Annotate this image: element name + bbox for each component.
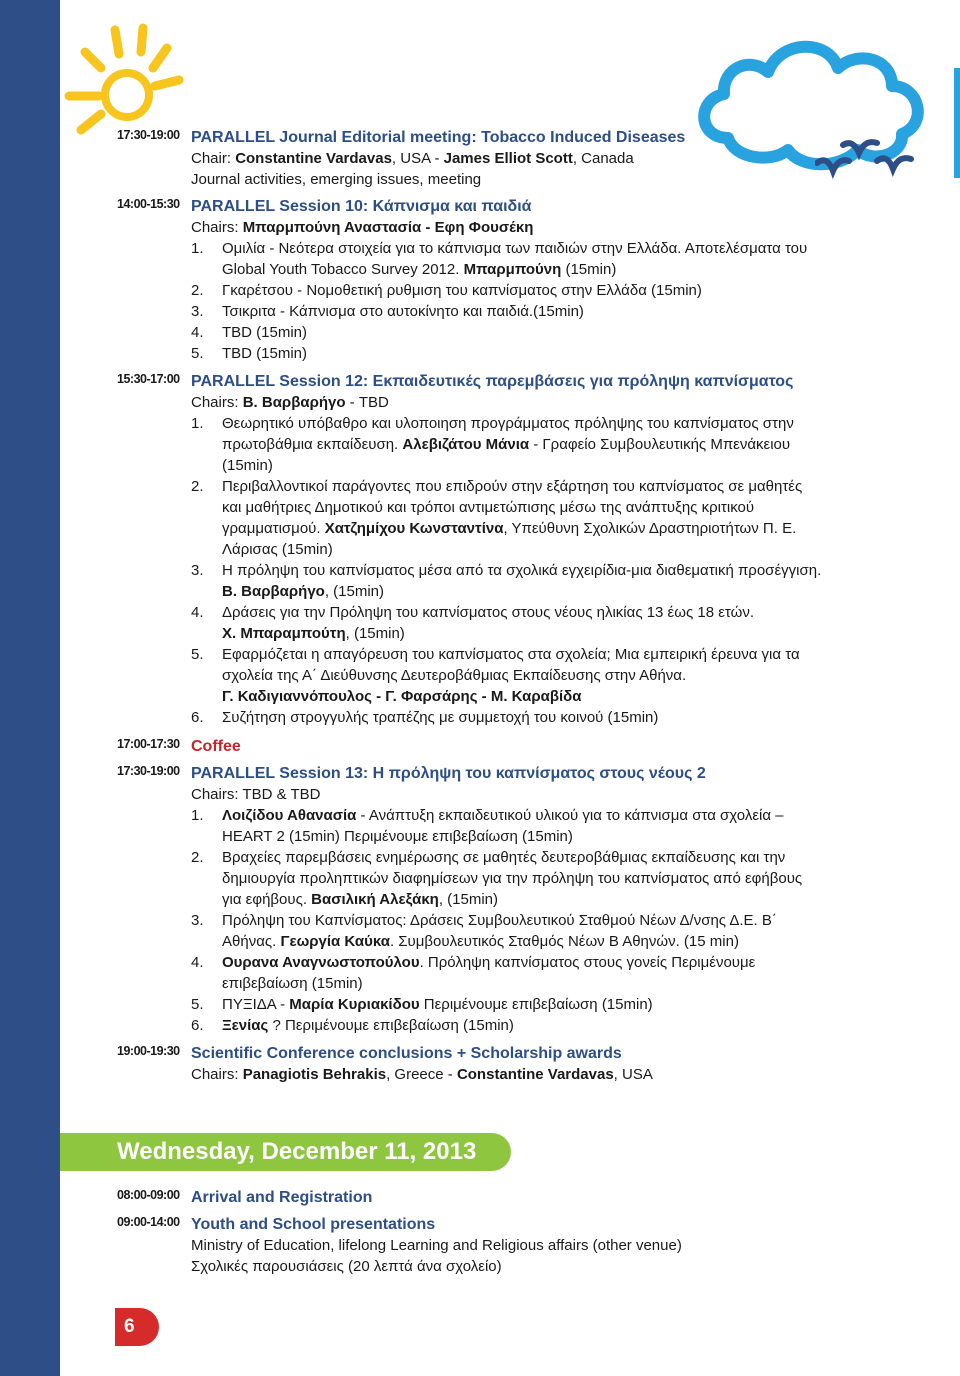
session-time: 17:30-19:00 xyxy=(117,128,180,142)
session-note: Σχολικές παρουσιάσεις (20 λεπτά άνα σχολείο) xyxy=(191,1258,502,1275)
session-chairs: Chairs: Β. Βαρβαρήγο - TBD xyxy=(191,394,389,411)
list-item: 4. Δράσεις για την Πρόληψη του καπνίσματος στους νέους ηλικίας 13 έως 18 ετών. Χ. Μπαραμπούτη, (15min) xyxy=(191,604,754,642)
list-item: 4. TBD (15min) xyxy=(191,324,308,341)
session-note: Ministry of Education, lifelong Learning and Religious affairs (other venue) xyxy=(191,1237,682,1254)
list-item: 6. Ξενίας ? Περιμένουμε επιβεβαίωση (15min) xyxy=(191,1017,514,1034)
session-title: Youth and School presentations xyxy=(191,1216,436,1233)
list-item: 1. Θεωρητικό υπόβαθρο και υλοποιηση προγράμματος πρόληψης του καπνίσματος στην πρωτοβάθμια εκπαίδευση. Αλεβιζάτου Μάνια - Γραφείο Συμβουλευτικής Μπενάκειου (15min) xyxy=(191,415,794,474)
list-item: 3. Η πρόληψη του καπνίσματος μέσα από τα σχολικά εγχειρίδια-μια διαθεματική προσέγγιση. Β. Βαρβαρήγο, (15min) xyxy=(191,562,822,600)
session-time: 08:00-09:00 xyxy=(117,1188,180,1202)
talk-list xyxy=(191,805,841,1036)
session-time: 17:30-19:00 xyxy=(117,764,180,778)
list-item: 3. Τσικριτα - Κάπνισμα στο αυτοκίνητο και παιδιά.(15min) xyxy=(191,303,584,320)
list-item: 3. Πρόληψη του Καπνίσματος: Δράσεις Συμβουλευτικού Σταθμού Νέων Δ/νσης Δ.Ε. Β΄ Αθήνας. Γεωργία Καύκα. Συμβουλευτικός Σταθμός Νέων Β Αθηνών. (15 min) xyxy=(191,912,777,950)
talk-list xyxy=(191,238,841,364)
list-item: 4. Ουρανα Αναγνωστοπούλου. Πρόληψη καπνίσματος στους γονείς Περιμένουμε επιβεβαίωση (15min) xyxy=(191,954,756,992)
page-number-badge xyxy=(115,1308,159,1346)
session-chairs: Chairs: Panagiotis Behrakis, Greece - Constantine Vardavas, USA xyxy=(191,1066,653,1083)
session-title: Coffee xyxy=(191,738,241,755)
session-time: 14:00-15:30 xyxy=(117,197,180,211)
session-title: PARALLEL Session 12: Εκπαιδευτικές παρεμβάσεις για πρόληψη καπνίσματος xyxy=(191,373,794,390)
page-number: 6 xyxy=(124,1316,135,1337)
list-item: 5. ΠΥΞΙΔΑ - Μαρία Κυριακίδου Περιμένουμε επιβεβαίωση (15min) xyxy=(191,996,653,1013)
session-time: 19:00-19:30 xyxy=(117,1044,180,1058)
session-time: 15:30-17:00 xyxy=(117,372,180,386)
list-item: 2. Περιβαλλοντικοί παράγοντες που επιδρούν στην εξάρτηση του καπνίσματος σε μαθητές και μαθήτριες Δημοτικού και τρόποι αντιμετώπισης μέσω της ανάπτυξης κριτικού γραμματισμού. Χατζημίχου Κωνσταντίνα, Υπεύθυνη Σχολικών Δραστηριοτήτων Π. Ε. Λάρισας (15min) xyxy=(191,478,803,558)
session-title: Arrival and Registration xyxy=(191,1189,373,1206)
list-item: 1. Ομιλία - Νεότερα στοιχεία για το κάπνισμα των παιδιών στην Ελλάδα. Αποτελέσματα του Global Youth Tobacco Survey 2012. Μπαρμπούνη (15min) xyxy=(191,240,808,278)
list-item: 5. Εφαρμόζεται η απαγόρευση του καπνίσματος στα σχολεία; Μια εμπειρική έρευνα για τα σχολεία της Α΄ Διεύθυνσης Δευτεροβάθμιας Εκπαίδευσης στην Αθήνα. Γ. Καδιγιαννόπουλος - Γ. Φαρσάρης - Μ. Καραβίδα xyxy=(191,646,800,705)
day-banner-label: Wednesday, December 11, 2013 xyxy=(117,1138,477,1165)
list-item: 1. Λοιζίδου Αθανασία - Ανάπτυξη εκπαιδευτικού υλικού για το κάπνισμα στα σχολεία – HEART 2 (15min) Περιμένουμε επιβεβαίωση (15min) xyxy=(191,807,784,845)
list-item: 5. TBD (15min) xyxy=(191,345,308,362)
talk-list xyxy=(191,413,841,728)
list-item: 6. Συζήτηση στρογγυλής τραπέζης με συμμετοχή του κοινού (15min) xyxy=(191,709,659,726)
session-chairs: Chair: Constantine Vardavas, USA - James Elliot Scott, Canada xyxy=(191,150,634,167)
session-chairs: Chairs: Μπαρμπούνη Αναστασία - Εφη Φουσέκη xyxy=(191,219,534,236)
session-note: Journal activities, emerging issues, meeting xyxy=(191,171,482,188)
session-time: 17:00-17:30 xyxy=(117,737,180,751)
session-title: PARALLEL Session 13: Η πρόληψη του καπνίσματος στους νέους 2 xyxy=(191,765,706,782)
day-banner xyxy=(60,1133,511,1171)
session-title: PARALLEL Session 10: Κάπνισμα και παιδιά xyxy=(191,198,532,215)
session-title: Scientific Conference conclusions + Scholarship awards xyxy=(191,1045,622,1062)
session-title: PARALLEL Journal Editorial meeting: Tobacco Induced Diseases xyxy=(191,129,686,146)
session-time: 09:00-14:00 xyxy=(117,1215,180,1229)
list-item: 2. Γκαρέτσου - Νομοθετική ρυθμιση του καπνίσματος στην Ελλάδα (15min) xyxy=(191,282,702,299)
session-chairs: Chairs: TBD & TBD xyxy=(191,786,321,803)
list-item: 2. Βραχείες παρεμβάσεις ενημέρωσης σε μαθητές δευτεροβάθμιας εκπαίδευσης και την δημιουργία προληπτικών διαφημίσεων για την πρόληψη του καπνίσματος από εφήβους για εφήβους. Βασιλική Αλεξάκη, (15min) xyxy=(191,849,803,908)
